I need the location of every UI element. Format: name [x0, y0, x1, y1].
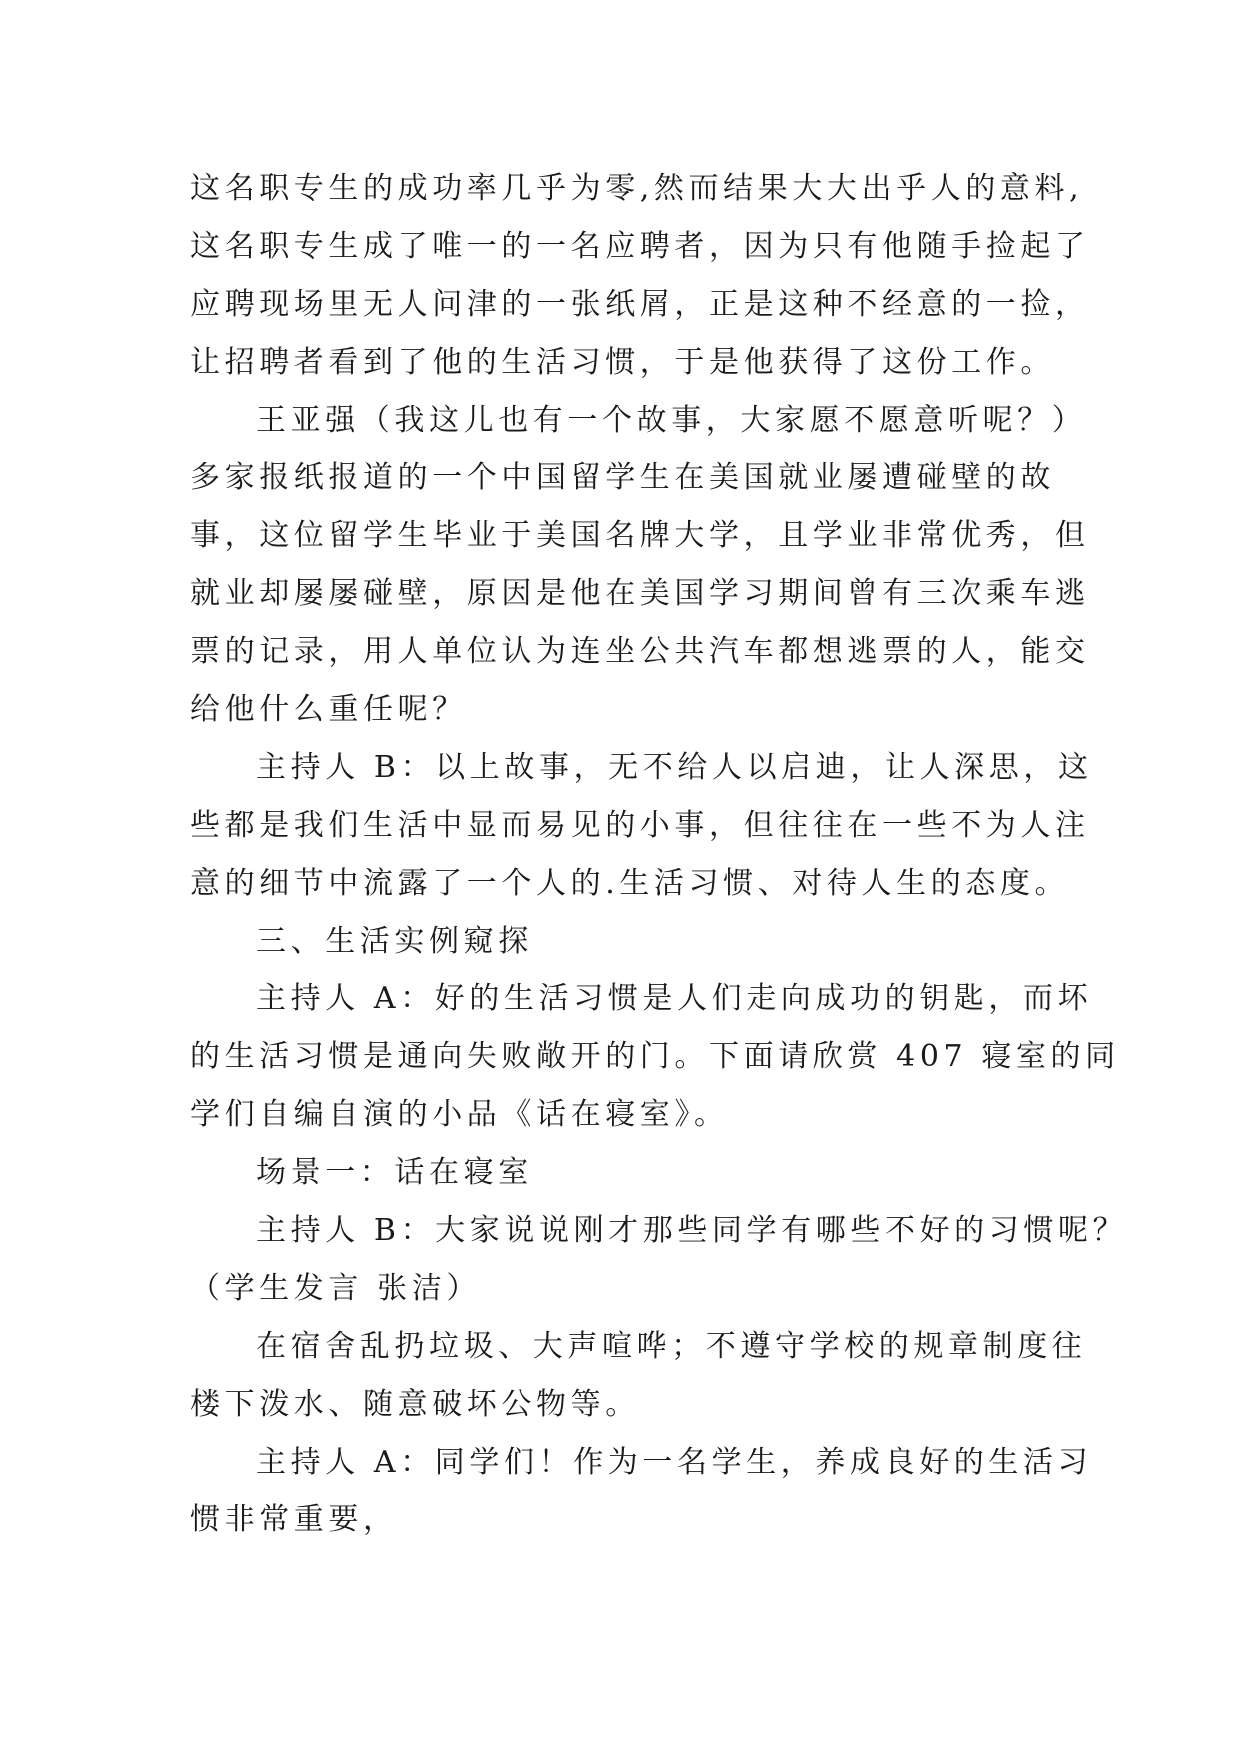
- body-text-line: 三、生活实例窥探: [256, 923, 533, 959]
- document-body: [190, 160, 1128, 1549]
- body-text-line: 主持人 A：好的生活习惯是人们走向成功的钥匙，而坏: [256, 981, 1093, 1017]
- body-text-line: 让招聘者看到了他的生活习惯，于是他获得了这份工作。: [190, 344, 1055, 380]
- body-text-line: 票的记录，用人单位认为连坐公共汽车都想逃票的人，能交: [190, 634, 1090, 670]
- body-text-line: 学们自编自演的小品《话在寝室》。: [190, 1097, 729, 1133]
- body-text-line: （学生发言 张洁）: [190, 1270, 481, 1306]
- body-text-line: 楼下泼水、随意破坏公物等。: [190, 1386, 640, 1422]
- body-text-line: 惯非常重要，: [190, 1502, 398, 1538]
- body-text-line: 就业却屡屡碰壁，原因是他在美国学习期间曾有三次乘车逃: [190, 576, 1090, 612]
- body-text-line: 的生活习惯是通向失败敞开的门。下面请欣赏 407 寝室的同: [190, 1039, 1120, 1075]
- body-text-line: 主持人 B：大家说说刚才那些同学有哪些不好的习惯呢？: [256, 1213, 1128, 1249]
- body-text-line: 意的细节中流露了一个人的.生活习惯、对待人生的态度。: [190, 865, 1070, 901]
- body-text-line: 王亚强（我这儿也有一个故事，大家愿不愿意听呢？）: [256, 402, 1087, 438]
- body-text-line: 些都是我们生活中显而易见的小事，但往往在一些不为人注: [190, 807, 1090, 843]
- body-text-line: 主持人 A：同学们！作为一名学生，养成良好的生活习: [256, 1444, 1093, 1480]
- body-text-line: 在宿舍乱扔垃圾、大声喧哗；不遵守学校的规章制度往: [256, 1328, 1087, 1364]
- body-text-line: 应聘现场里无人问津的一张纸屑，正是这种不经意的一捡，: [190, 286, 1090, 322]
- body-text-line: 多家报纸报道的一个中国留学生在美国就业屡遭碰壁的故: [190, 460, 1055, 496]
- body-text-line: 主持人 B：以上故事，无不给人以启迪，让人深思，这: [256, 749, 1093, 785]
- body-text-line: 这名职专生成了唯一的一名应聘者，因为只有他随手捡起了: [190, 228, 1090, 264]
- body-text-line: 事，这位留学生毕业于美国名牌大学，且学业非常优秀，但: [190, 518, 1090, 554]
- body-text-line: 给他什么重任呢？: [190, 692, 467, 728]
- body-text-line: 场景一：话在寝室: [256, 1155, 533, 1191]
- body-text-line: 这名职专生的成功率几乎为零,然而结果大大出乎人的意料,: [190, 171, 1084, 206]
